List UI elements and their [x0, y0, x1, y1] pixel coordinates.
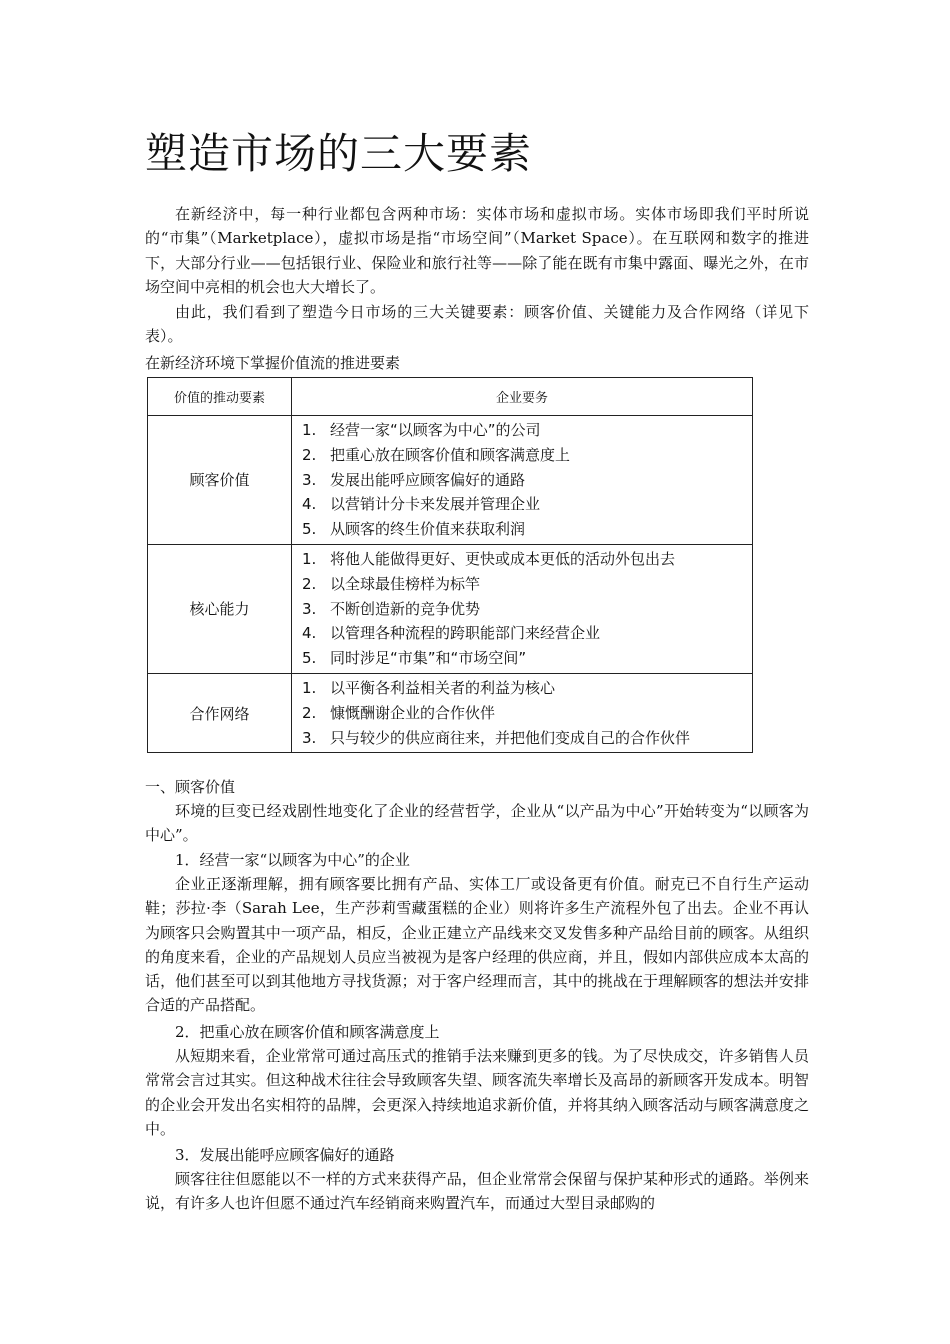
list-item: 3. 只与较少的供应商往来，并把他们变成自己的合作伙伴	[302, 728, 691, 747]
row-items	[292, 673, 753, 752]
list-item: 1. 将他人能做得更好、更快或成本更低的活动外包出去	[302, 549, 676, 568]
list-item: 5. 从顾客的终生价值来获取利润	[302, 520, 526, 539]
table-header-row	[148, 378, 753, 416]
table-caption: 在新经济环境下掌握价值流的推进要素	[145, 354, 401, 372]
list-item: 1. 经营一家“以顾客为中心”的公司	[302, 421, 541, 439]
value-drivers-table	[147, 377, 753, 753]
subheading-1: 1．经营一家“以顾客为中心”的企业	[175, 851, 410, 869]
row-category: 合作网络	[148, 673, 292, 752]
table-row	[148, 673, 753, 752]
row-category: 核心能力	[148, 544, 292, 673]
list-item: 2. 慷慨酬谢企业的合作伙伴	[302, 703, 496, 722]
section-paragraph-2: 企业正逐渐理解，拥有顾客要比拥有产品、实体工厂或设备更有价值。耐克已不自行生产运动鞋；莎拉·李（Sarah Lee，生产莎莉雪藏蛋糕的企业）则将许多生产流程外包了出去。企业不再认为顾客只会购置其中一项产品，相反，企业正建立产品线来交叉发售多种产品给目前的顾客。从组织的角度来看，企业的产品规划人员应当被视为是客户经理的供应商，并且，假如内部供应成本太高的话，他们甚至可以到其他地方寻找货源；对于客户经理而言，其中的挑战在于理解顾客的想法并安排合适的产品搭配。	[145, 875, 809, 1015]
list-item: 4. 以营销计分卡来发展并管理企业	[302, 495, 541, 514]
intro-paragraph-2: 由此，我们看到了塑造今日市场的三大关键要素：顾客价值、关键能力及合作网络（详见下表）。	[145, 303, 809, 346]
list-item: 1. 以平衡各利益相关者的利益为核心	[302, 678, 556, 697]
page-title: 塑造市场的三大要素	[145, 129, 533, 178]
subheading-3: 3．发展出能呼应顾客偏好的通路	[175, 1146, 395, 1164]
row-category: 顾客价值	[148, 416, 292, 545]
section-paragraph-1: 环境的巨变已经戏剧性地变化了企业的经营哲学，企业从“以产品为中心”开始转变为“以顾客为中心”。	[145, 802, 809, 845]
list-item: 2. 把重心放在顾客价值和顾客满意度上	[302, 445, 571, 464]
row-items	[292, 544, 753, 673]
subheading-2: 2．把重心放在顾客价值和顾客满意度上	[175, 1023, 440, 1041]
header-drivers: 价值的推动要素	[148, 378, 292, 416]
table-row	[148, 416, 753, 545]
section-paragraph-4: 顾客往往但愿能以不一样的方式来获得产品，但企业常常会保留与保护某种形式的通路。举例来说，有许多人也许但愿不通过汽车经销商来购置汽车，而通过大型目录邮购的	[145, 1170, 809, 1213]
table-row	[148, 544, 753, 673]
list-item: 3. 不断创造新的竞争优势	[302, 599, 481, 618]
list-item: 5. 同时涉足“市集”和“市场空间”	[302, 649, 527, 668]
header-tasks: 企业要务	[292, 378, 753, 416]
intro-paragraph-1: 在新经济中，每一种行业都包含两种市场：实体市场和虚拟市场。实体市场即我们平时所说的“市集”（Marketplace），虚拟市场是指“市场空间”（Market Space）。在互联网和数字的推进下，大部分行业——包括银行业、保险业和旅行社等——除了能在既有市集中露面、曝光之外，在市场空间中亮相的机会也大大增长了。	[145, 205, 809, 296]
section-paragraph-3: 从短期来看，企业常常可通过高压式的推销手法来赚到更多的钱。为了尽快成交，许多销售人员常常会言过其实。但这种战术往往会导致顾客失望、顾客流失率增长及高昂的新顾客开发成本。明智的企业会开发出名实相符的品牌，会更深入持续地追求新价值，并将其纳入顾客活动与顾客满意度之中。	[145, 1047, 809, 1138]
list-item: 3. 发展出能呼应顾客偏好的通路	[302, 470, 526, 489]
row-items	[292, 416, 753, 545]
list-item: 4. 以管理各种流程的跨职能部门来经营企业	[302, 624, 601, 643]
section-heading: 一、顾客价值	[145, 778, 236, 796]
list-item: 2. 以全球最佳榜样为标竿	[302, 574, 481, 593]
